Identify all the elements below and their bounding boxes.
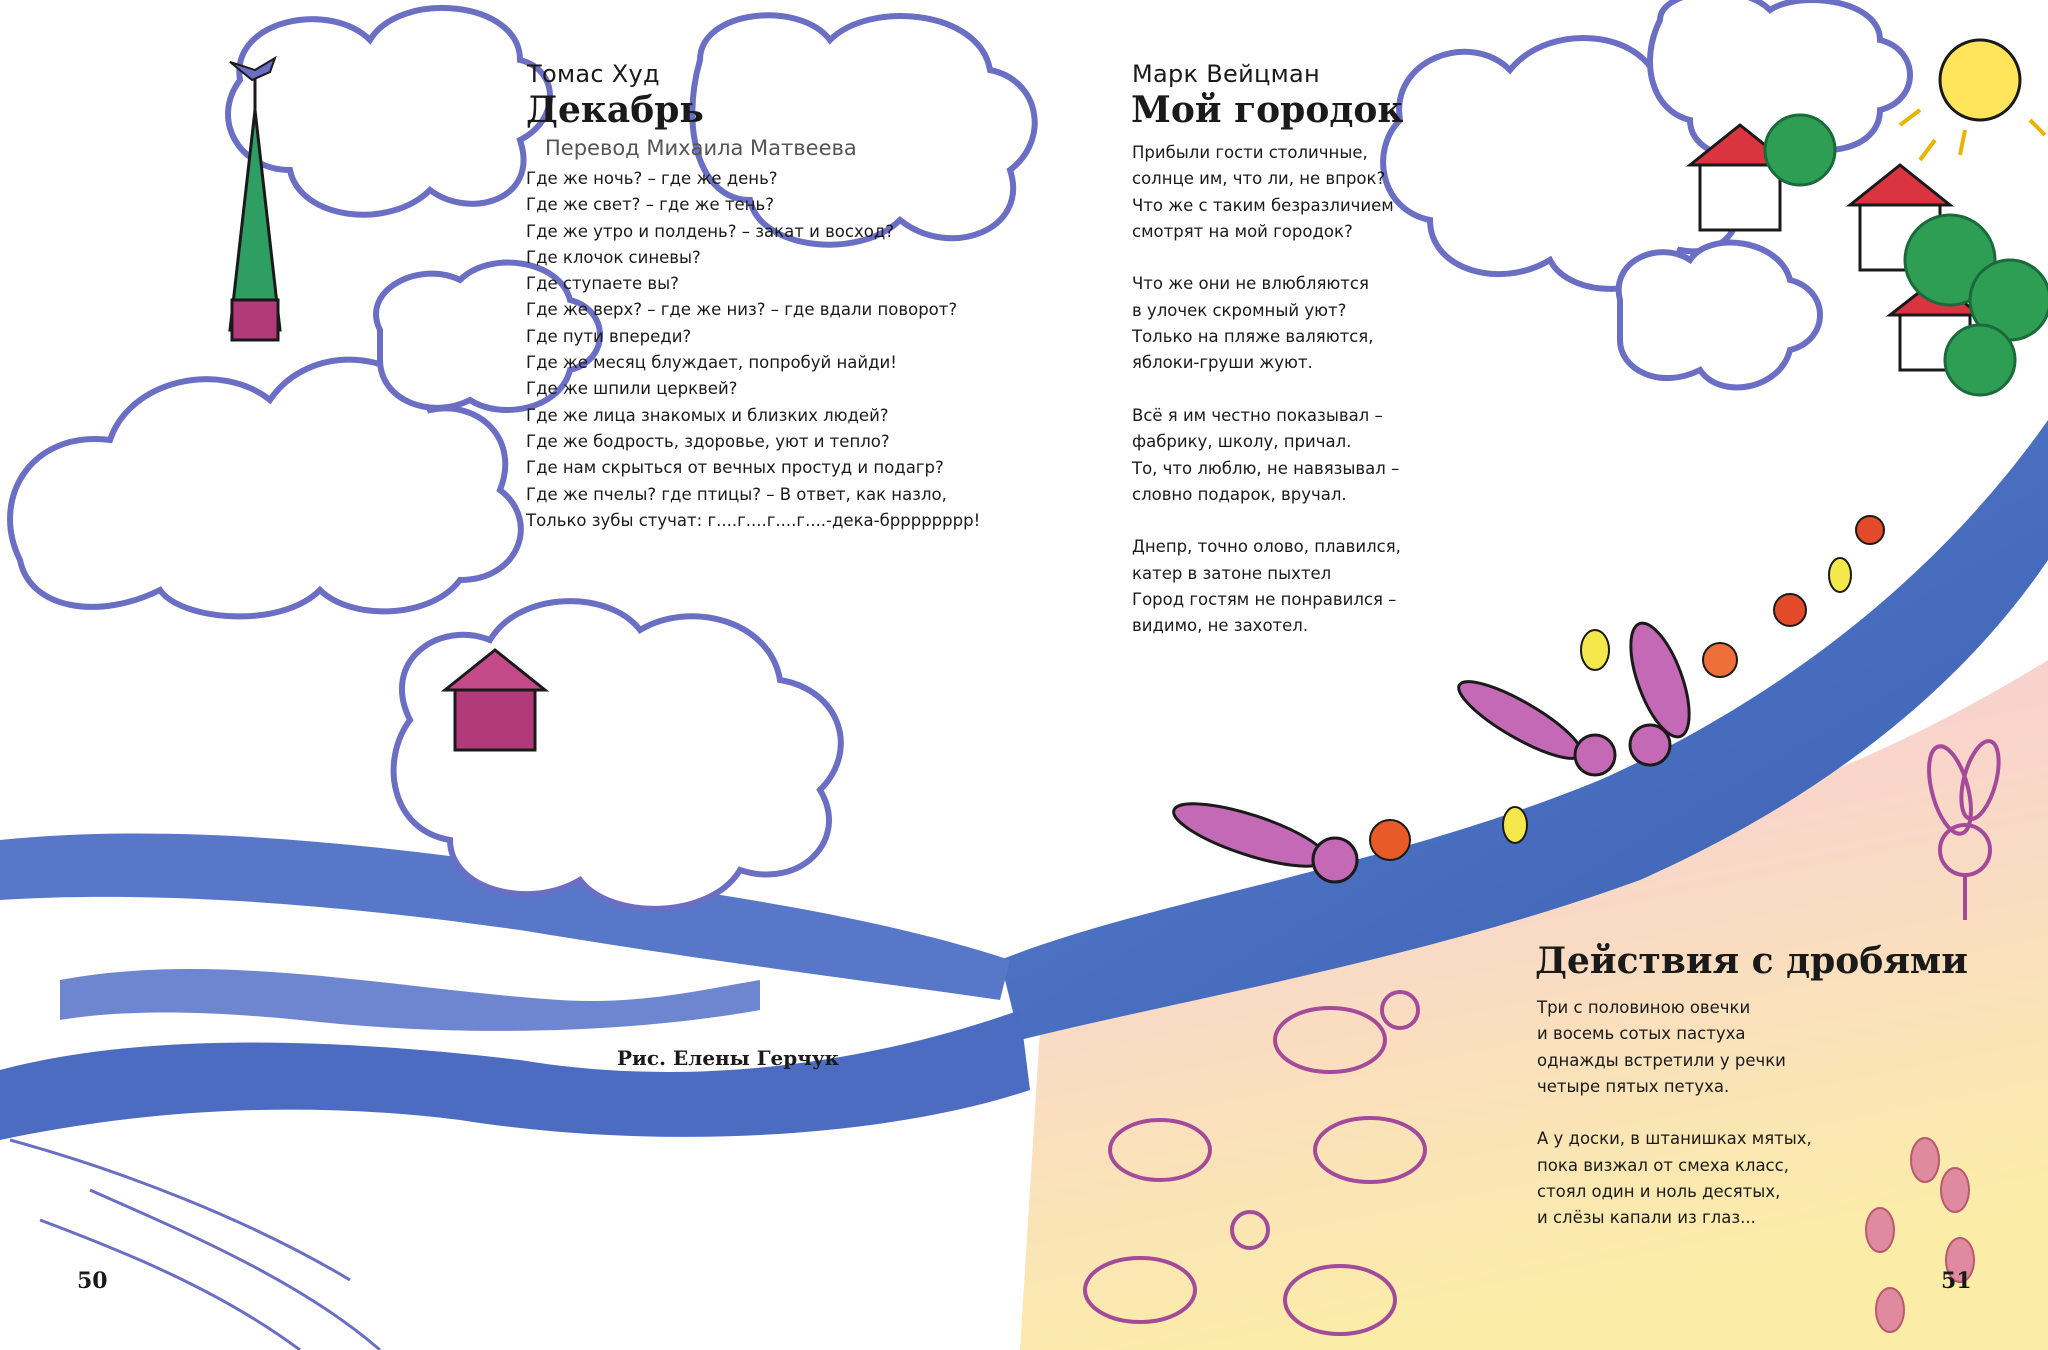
poem-line: Только зубы стучат: г....г....г....г....-дека-брррррррр! (526, 510, 981, 530)
poem-text (1537, 995, 1812, 1232)
poem-line: Где же бодрость, здоровье, уют и тепло? (526, 431, 890, 451)
poem-text (1132, 140, 1401, 640)
poem-line: словно подарок, вручал. (1132, 484, 1347, 504)
poem-line: однажды встретили у речки (1537, 1050, 1786, 1070)
poem-line: четыре пятых петуха. (1537, 1076, 1730, 1096)
poem-line: Где же свет? – где же тень? (526, 195, 774, 215)
stanza-break (1537, 1100, 1812, 1126)
poem-line: Где же шпили церквей? (526, 379, 738, 399)
poem-title: Декабрь (526, 89, 704, 131)
poem-author: Томас Худ (527, 60, 660, 88)
poem-line: Где нам скрыться от вечных простуд и подагр? (526, 458, 944, 478)
poem-line: катер в затоне пыхтел (1132, 563, 1332, 583)
river-band-wave (60, 969, 760, 1031)
poem-line: Где же месяц блуждает, попробуй найди! (526, 353, 897, 373)
stanza-break (1132, 245, 1401, 271)
illustration-credit: Рис. Елены Герчук (617, 1046, 840, 1070)
poem-line: Всё я им честно показывал – (1132, 405, 1383, 425)
poem-line: солнце им, что ли, не впрок? (1132, 169, 1386, 189)
poem-line: фабрику, школу, причал. (1132, 432, 1352, 452)
poem-line: То, что люблю, не навязывал – (1132, 458, 1400, 478)
poem-line: Где же пчелы? где птицы? – В ответ, как назло, (526, 484, 947, 504)
poem-line: в улочек скромный уют? (1132, 300, 1347, 320)
poem-line: Прибыли гости столичные, (1132, 143, 1368, 162)
poem-title: Мой городок (1131, 89, 1404, 131)
path-lines (10, 1140, 380, 1350)
poem-line: видимо, не захотел. (1132, 616, 1309, 636)
stanza-break (1132, 508, 1401, 534)
poem-line: пока визжал от смеха класс, (1537, 1155, 1789, 1175)
poem-line: стоял один и ноль десятых, (1537, 1182, 1781, 1202)
sun-icon (1900, 40, 2045, 160)
poem-line: Три с половиною овечки (1537, 998, 1751, 1017)
poem-line: Где клочок синевы? (526, 247, 701, 267)
cloud-icon (1383, 0, 1910, 387)
page-number-right: 51 (1941, 1268, 1972, 1294)
poem-line: смотрят на мой городок? (1132, 221, 1353, 241)
translator-credit: Перевод Михаила Матвеева (545, 136, 857, 160)
poem-line: Где же ночь? – где же день? (526, 169, 778, 188)
poem-line: Где ступаете вы? (526, 274, 679, 294)
poem-line: и слёзы капали из глаз... (1537, 1208, 1756, 1228)
poem-title: Действия с дробями (1535, 940, 1968, 982)
poem-line: А у доски, в штанишках мятых, (1537, 1129, 1812, 1149)
poem-author: Марк Вейцман (1132, 60, 1321, 88)
poem-line: Город гостям не понравился – (1132, 590, 1397, 610)
poem-line: и восемь сотых пастуха (1537, 1024, 1746, 1044)
page-number-left: 50 (77, 1268, 108, 1294)
poem-line: Где пути впереди? (526, 326, 692, 346)
stanza-break (1132, 377, 1401, 403)
poem-line: Что же они не влюбляются (1132, 274, 1369, 294)
beach-sand (1020, 660, 2048, 1350)
poem-text (526, 166, 980, 534)
poem-line: Только на пляже валяются, (1132, 327, 1374, 347)
poem-line: Где же утро и полдень? – закат и восход? (526, 221, 894, 241)
poem-line: яблоки-груши жуют. (1132, 353, 1313, 373)
poem-line: Что же с таким безразличием (1132, 195, 1394, 215)
poem-line: Днепр, точно олово, плавился, (1132, 537, 1401, 557)
poem-line: Где же верх? – где же низ? – где вдали поворот? (526, 300, 958, 320)
poem-line: Где же лица знакомых и близких людей? (526, 405, 889, 425)
